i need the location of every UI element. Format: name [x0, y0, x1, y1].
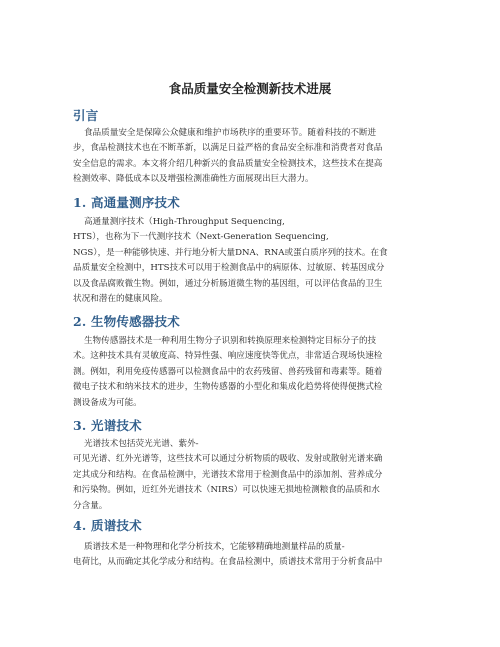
section-body-introduction: 食品质量安全是保障公众健康和维护市场秩序的重要环节。随着科技的不断进 步，食品检测技术也在不断革新，以满足日益严格的食品安全标准和消费者对食品 安全信息的需求。本文将介绍几种新兴的食品质量安全检测技术，这些技术在提高 检测效率、降低成本以及增强检测准确性方面展现出巨大潜力。	[73, 128, 383, 185]
section-body-mass-spectrometry: 质谱技术是一种物理和化学分析技术，它能够精确地测量样品的质量- 电荷比，从而确定其化学成分和结构。在食品检测中，质谱技术常用于分析食品中	[73, 542, 383, 568]
section-heading-mass-spectrometry: 4. 质谱技术	[73, 518, 142, 533]
section-heading-introduction: 引言	[73, 108, 99, 123]
section-heading-biosensor: 2. 生物传感器技术	[73, 314, 180, 329]
section-body-spectroscopy: 光谱技术包括荧光光谱、紫外- 可见光谱、红外光谱等，这些技术可以通过分析物质的吸收、发射或散射光谱来确 定其成分和结构。在食品检测中，光谱技术常用于检测食品中的添加剂、营养成分 和污染物。例如，近红外光谱技术（NIRS）可以快速无损地检测粮食的品质和水 分含量。	[73, 439, 383, 511]
section-body-biosensor: 生物传感器技术是一种利用生物分子识别和转换原理来检测特定目标分子的技 术。这种技术具有灵敏度高、特异性强、响应速度快等优点，非常适合现场快速检 测。例如，利用免疫传感器可以检测食品中的农药残留、兽药残留和毒素等。随着 微电子技术和纳米技术的进步，生物传感器的小型化和集成化趋势将使得便携式检 测设备成为可能。	[73, 336, 383, 408]
section-heading-spectroscopy: 3. 光谱技术	[73, 418, 142, 433]
section-body-hts: 高通量测序技术（High-Throughput Sequencing, HTS），也称为下一代测序技术（Next-Generation Sequencing, NGS），是一种能够快速、并行地分析大量DNA、RNA或蛋白质序列的技术。在食 品质量安全检测中，HTS技术可以用于检测食品中的病原体、过敏原、转基因成分 以及食品腐败微生物。例如，通过分析肠道微生物的基因组，可以评估食品的卫生 状况和潜在的健康风险。	[73, 217, 388, 305]
section-heading-hts: 1. 高通量测序技术	[73, 195, 180, 210]
document-title: 食品质量安全检测新技术进展	[168, 81, 332, 96]
